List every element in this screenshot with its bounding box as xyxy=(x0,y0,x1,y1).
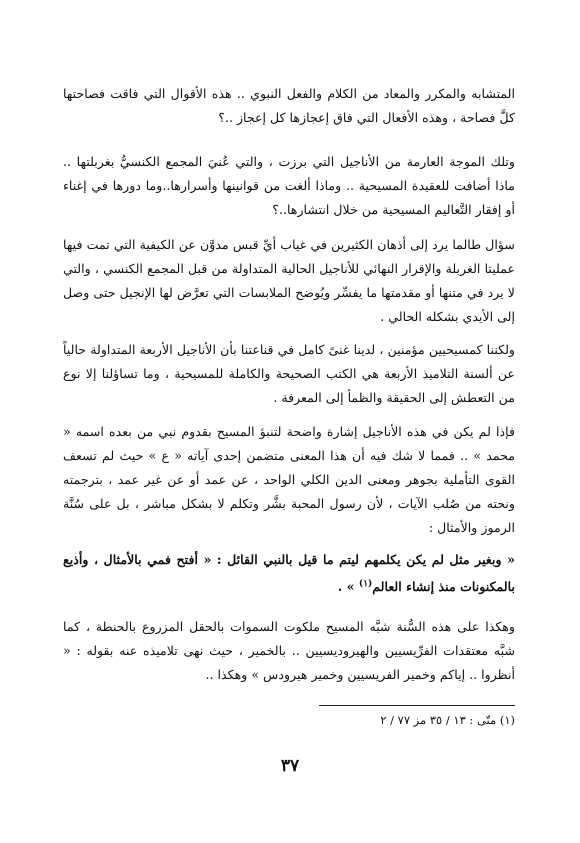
footnote-ref: (١) xyxy=(358,579,373,589)
quote-close: » . xyxy=(337,579,359,595)
paragraph-5: فإذا لم يكن في هذه الأناجيل إشارة واضحة لتنبؤ المسيح بقدوم نبي من بعده اسمه « محمد » .. فمما لا شك فيه أن هذا المعنى متضمن إحدى آياته « ع » حيث لم تسعف القوى التأملية بجوهر ومعنى الدين الكلي الواحد ، عن عمد أو عن غير عمد ، بترجمته ونحته من صُلب الآيات ، لأن رسول المحبة بشَّر وتكلم لا بشكل مباشر ، بل على سُنَّة الرموز والأمثال : xyxy=(63,424,515,535)
quote-text: « وبغير مثل لم يكن يكلمهم ليتم ما قيل بالنبي القائل : « أفتح فمي بالأمثال ، وأذيع بالمكنونات منذ إنشاء العالم xyxy=(63,552,515,595)
paragraph-1: المتشابه والمكرر والمعاد من الكلام والفعل النبوي .. هذه الأقوال التي فاقت فصاحتها كلَّ فصاحة ، وهذه الأفعال التي فاق إعجازها كل إعجاز ..؟ xyxy=(63,86,515,125)
paragraph-4: ولكننا كمسيحيين مؤمنين ، لدينا غنىً كامل في قناعتنا بأن الأناجيل الأربعة المتداولة حالياً عن ألسنة التلاميذ الأربعة هي الكتب الصحيحة والكاملة للمسيحية ، وما تساؤلنا إلا نوع من التعطش إلى الحقيقة والظمأ إلى المعرفة . xyxy=(63,342,515,405)
footnote-divider xyxy=(319,705,515,706)
paragraph-6: وهكذا على هذه السُّنة شبَّه المسيح ملكوت السموات بالحقل المزروع بالحنطة ، كما شبَّه معتقدات الفرِّيسيين والهيروديسيين .. بالخمير ، حيث نهى تلاميذه عنه بقوله : « أنظروا .. إياكم وخمير الفريسيين وخمير هيرودس » وهكذا .. xyxy=(63,619,515,682)
page-number: ٣٧ xyxy=(280,756,300,776)
paragraph-2: وتلك الموجة العارمة من الأناجيل التي برزت ، والتي عُنيَ المجمع الكنسيُّ بغربلتها .. ماذا أضافت للعقيدة المسيحية .. وماذا ألغت من قوانينها وأسرارها..وما دورها في إغناء أو إفقار التَّعاليم المسيحية من خلال انتشارها..؟ xyxy=(63,154,515,217)
quote-paragraph xyxy=(63,548,515,599)
paragraph-3: سؤال طالما يرد إلى أذهان الكثيرين في غياب أيِّ قبس مدوَّن عن الكيفية التي تمت فيها عمليتا الغربلة والإقرار النهائي للأناجيل الحالية المتداولة من قبل المجمع الكنسي ، والتي لا يرد في متنها أو مقدمتها ما يفسِّر ويُوضح الملابسات التي تعرَّض لها الإنجيل حتى وصل إلى الأيدي بشكله الحالي . xyxy=(63,237,515,324)
footnote: (١) متّى : ١٣ / ٣٥ مز ٧٧ / ٢ xyxy=(380,713,515,727)
